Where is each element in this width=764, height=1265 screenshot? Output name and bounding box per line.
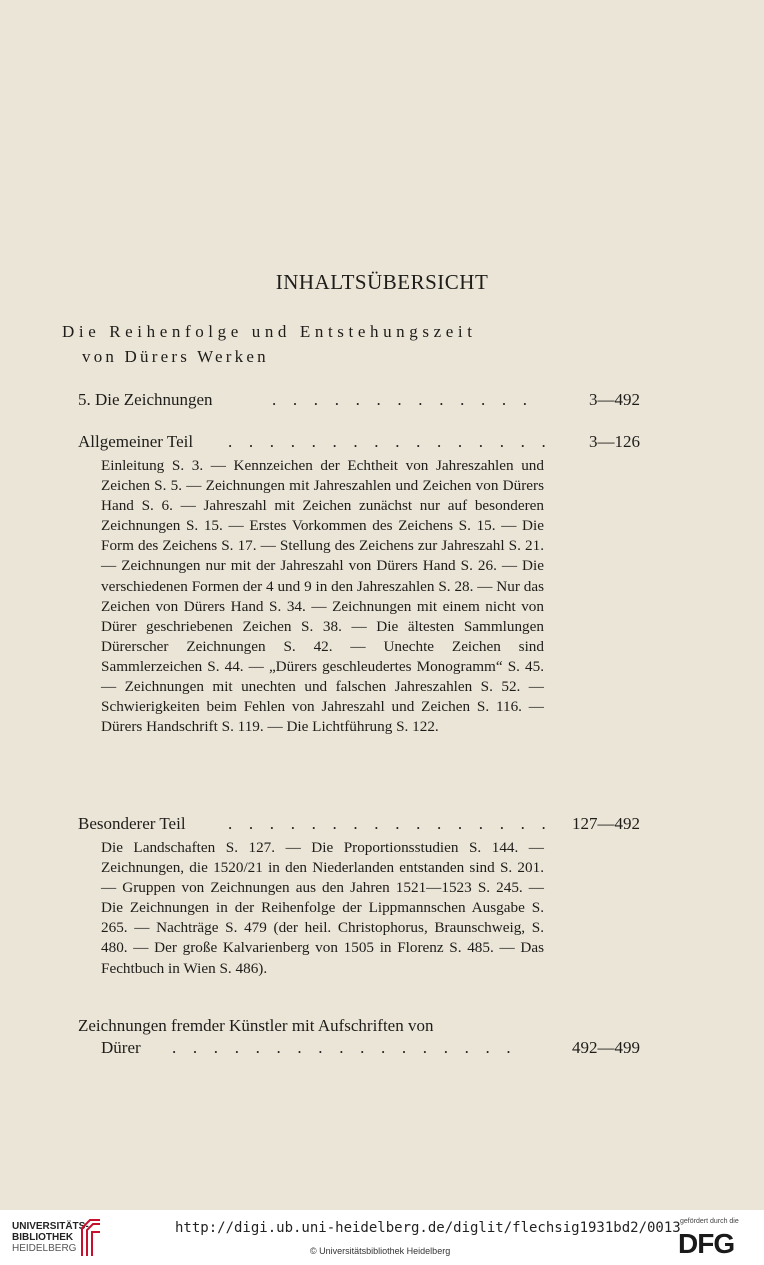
digitization-footer	[0, 1210, 764, 1265]
toc-entry-besonderer-description: Die Landschaften S. 127. — Die Proportionsstudien S. 144. — Zeichnungen, die 1520/21 in den Niederlanden entstanden sind S. 201. — Gruppen von Zeichnungen aus den Jahren 1521—1523 S. 245. — Die Zeichnungen in der Reihenfolge der Lippmannschen Ausgabe S. 265. — Nachträge S. 479 (der heil. Christophorus, Braunschweig, S. 480. — Der große Kalvarienberg von 1505 in Florenz S. 485. — Das Fechtbuch in Wien S. 486).	[101, 839, 544, 977]
university-library-logo-icon	[78, 1216, 104, 1258]
toc-entry-fremder-pages: 492—499	[572, 1038, 640, 1057]
section-subtitle-line2: von Dürers Werken	[82, 347, 269, 366]
page-title: INHALTSÜBERSICHT	[275, 270, 489, 294]
dfg-logo: DFG	[678, 1228, 735, 1259]
toc-entry-besonderer-pages: 127—492	[572, 814, 640, 833]
toc-entry-allgemeiner-label: Allgemeiner Teil	[78, 432, 194, 451]
toc-entry-fremder-label: Zeichnungen fremder Künstler mit Aufschriften von	[78, 1016, 434, 1035]
section-subtitle-line1: Die Reihenfolge und Entstehungszeit	[62, 322, 477, 341]
library-name-line1: UNIVERSITÄTS-	[12, 1221, 89, 1232]
toc-entry-allgemeiner-pages: 3—126	[589, 432, 640, 451]
copyright-notice: © Universitätsbibliothek Heidelberg	[310, 1246, 451, 1256]
library-name-line3: HEIDELBERG	[12, 1243, 77, 1254]
toc-entry-zeichnungen-pages: 3—492	[589, 390, 640, 409]
toc-entry-zeichnungen-label: 5. Die Zeichnungen	[78, 390, 213, 409]
toc-entry-fremder-label-cont: Dürer	[101, 1038, 141, 1057]
toc-leader-dots: . . . . . . . . . . . . .	[272, 390, 534, 409]
toc-leader-dots: . . . . . . . . . . . . . . . .	[228, 432, 552, 451]
permalink-url[interactable]: http://digi.ub.uni-heidelberg.de/diglit/flechsig1931bd2/0013	[175, 1220, 681, 1236]
toc-entry-besonderer-label: Besonderer Teil	[78, 814, 186, 833]
toc-leader-dots: . . . . . . . . . . . . . . . . .	[172, 1038, 517, 1057]
toc-leader-dots: . . . . . . . . . . . . . . . .	[228, 814, 552, 833]
toc-entry-allgemeiner-description: Einleitung S. 3. — Kennzeichen der Echtheit von Jahreszahlen und Zeichen S. 5. — Zeichnungen mit Jahreszahlen und Zeichen von Dürers Hand S. 6. — Jahreszahl mit Zeichen zunächst nur auf besonderen Zeichnungen S. 15. — Erstes Vorkommen des Zeichens S. 15. — Die Form des Zeichens S. 17. — Stellung des Zeichens zur Jahreszahl S. 21. — Zeichnungen nur mit der Jahreszahl von Dürers Hand S. 26. — Die verschiedenen Formen der 4 und 9 in den Jahreszahlen S. 28. — Nur das Zeichen von Dürers Hand S. 34. — Zeichnungen mit einem nicht von Dürer geschriebenen Zeichen S. 38. — Die ältesten Sammlungen Dürerscher Zeichnungen S. 42. — Unechte Zeichen sind Sammlerzeichen S. 44. — „Dürers geschleudertes Monogramm“ S. 45. — Zeichnungen mit unechten und falschen Jahreszahlen S. 52. — Schwierigkeiten beim Fehlen von Jahreszahl und Zeichen S. 116. — Dürers Handschrift S. 119. — Die Lichtführung S. 122.	[101, 457, 544, 736]
funded-by-label: gefördert durch die	[680, 1218, 739, 1225]
library-name-line2: BIBLIOTHEK	[12, 1232, 74, 1243]
